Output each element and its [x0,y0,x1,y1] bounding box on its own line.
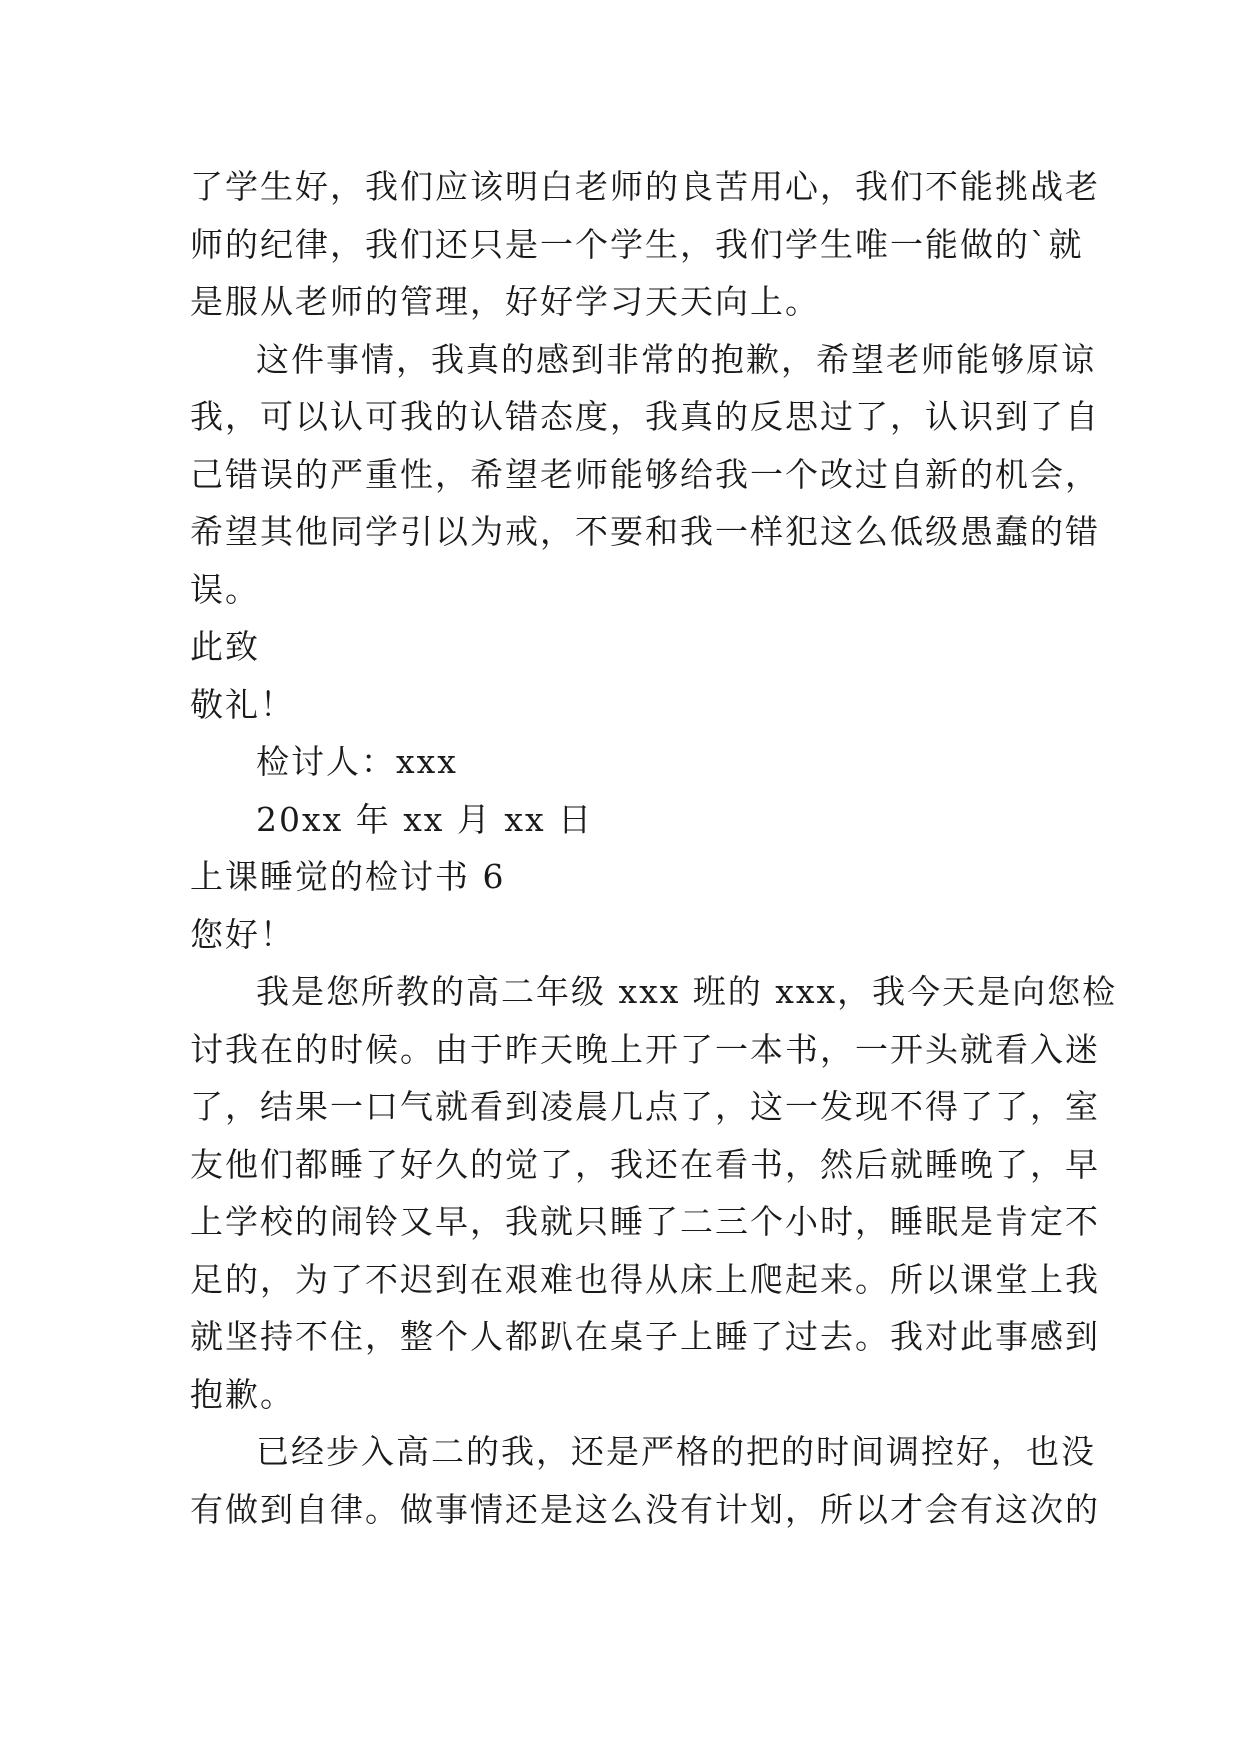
closing-block [190,618,1060,848]
paragraph-4 [190,1423,1100,1538]
paragraph-line: 了，结果一口气就看到凌晨几点了，这一发现不得了了，室 [190,1087,1100,1126]
paragraph-line: 师的纪律，我们还只是一个学生，我们学生唯一能做的`就 [190,224,1084,264]
salutation-line: 此致 [190,627,260,666]
paragraph-line: 抱歉。 [190,1374,295,1414]
paragraph-line: 这件事情，我真的感到非常的抱歉，希望老师能够原谅 [256,339,1096,379]
paragraph-line: 讨我在的时候。由于昨天晚上开了一本书，一开头就看入迷 [190,1029,1100,1069]
paragraph-2 [190,331,1100,619]
date-line: 20xx 年 xx 月 xx 日 [256,799,594,839]
paragraph-1 [190,158,1100,331]
paragraph-line: 友他们都睡了好久的觉了，我还在看书，然后就睡晚了，早 [190,1144,1100,1184]
signer-line: 检讨人：xxx [256,742,458,781]
paragraph-line: 了学生好，我们应该明白老师的良苦用心，我们不能挑战老 [190,167,1100,206]
paragraph-line: 就坚持不住，整个人都趴在桌子上睡了过去。我对此事感到 [190,1317,1100,1356]
paragraph-line: 己错误的严重性，希望老师能够给我一个改过自新的机会， [190,454,1100,494]
paragraph-line: 足的，为了不迟到在艰难也得从床上爬起来。所以课堂上我 [190,1259,1100,1299]
paragraph-line: 我是您所教的高二年级 xxx 班的 xxx，我今天是向您检 [256,972,1118,1011]
paragraph-line: 已经步入高二的我，还是严格的把的时间调控好，也没 [256,1432,1096,1471]
section-header [190,848,1060,963]
paragraph-line: 希望其他同学引以为戒，不要和我一样犯这么低级愚蠢的错 [190,512,1100,551]
salutation-line: 敬礼！ [190,684,295,724]
paragraph-3 [190,963,1118,1423]
paragraph-line: 上学校的闹铃又早，我就只睡了二三个小时，睡眠是肯定不 [190,1202,1100,1241]
greeting-line: 您好！ [190,914,295,954]
paragraph-line: 有做到自律。做事情还是这么没有计划，所以才会有这次的 [190,1489,1100,1529]
document-body [190,158,1118,1538]
paragraph-line: 误。 [190,569,260,609]
paragraph-line: 是服从老师的管理，好好学习天天向上。 [190,282,820,321]
paragraph-line: 我，可以认可我的认错态度，我真的反思过了，认识到了自 [190,397,1100,436]
section-title: 上课睡觉的检讨书 6 [190,857,506,896]
